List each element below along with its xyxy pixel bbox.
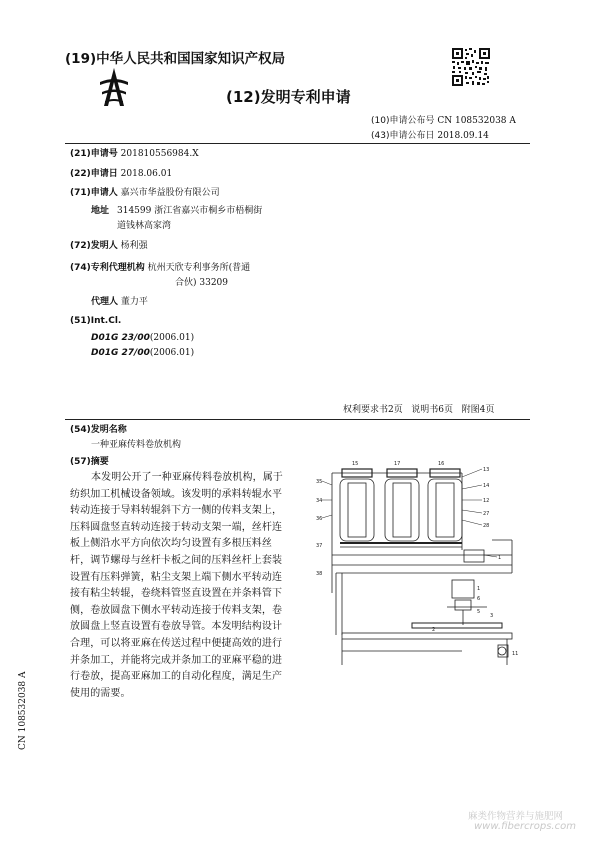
label-37: 37 [316,543,323,549]
address-line-2: 道钱林高家湾 [117,221,172,231]
side-publication-number: CN 108532038 A [18,671,28,750]
abstract-line: 板上侧沿水平方向依次均匀设置有多根压料丝 [70,538,272,550]
publication-number-label: (10)申请公布号 [371,116,435,126]
agent-value: 董力平 [120,297,148,307]
label-6: 1 [477,586,481,592]
application-number [70,148,199,160]
application-date [70,168,172,180]
office-name: (19)中华人民共和国国家知识产权局 [65,51,286,67]
applicant-value: 嘉兴市华益股份有限公司 [120,188,220,198]
header-divider [65,143,530,144]
address-label: 地址 [91,206,110,216]
qr-code[interactable] [451,47,491,87]
publication-date-label: (43)申请公布日 [371,131,435,141]
application-date-value: 2018.06.01 [120,169,173,179]
application-number-label: (21)申请号 [70,149,118,159]
applicant [70,187,220,199]
cnipa-logo [96,66,132,110]
machine-drawing [312,455,530,673]
abstract-line: 压料圆盘竖直转动连接于转动支架一端，丝杆连 [70,521,283,533]
abstract-drawing [312,455,530,673]
label-13: 13 [483,467,490,473]
label-4: 3 [490,613,494,619]
watermark-text-2: www.fibercrops.com [474,821,576,832]
label-16: 16 [438,461,445,467]
label-12: 12 [483,498,490,504]
applicant-label: (71)申请人 [70,188,118,198]
ipc-class-2-date: (2006.01) [149,348,195,358]
inventor-value: 杨利强 [120,241,148,251]
patent-agency-line-2: 合伙) 33209 [175,278,229,288]
abstract-line: 行卷放，提高亚麻加工的自动化程度，满足生产 [70,671,283,683]
abstract-line: 设置有压料弹簧，粘尘支架上端下侧水平转动连 [70,571,283,583]
address-line-1: 314599 浙江省嘉兴市桐乡市梧桐街 [117,206,263,216]
publication-number-value: CN 108532038 A [437,116,516,126]
pages-divider [65,419,530,420]
ipc-class-1 [91,332,194,344]
int-cl-label: (51)Int.Cl. [70,316,122,326]
ipc-class-2-code: D01G 27/00 [91,348,150,358]
label-35: 35 [316,479,323,485]
label-3: 5 [477,609,481,615]
abstract-line: 纺织加工机械设备领域。该发明的承料转辊水平 [70,488,283,500]
abstract-line: 接有粘尘转辊，卷绕料管竖直设置在并条料管下 [70,588,283,600]
label-17: 17 [394,461,401,467]
abstract-line: 合理，可以将亚麻在传送过程中便捷高效的进行 [70,637,283,649]
publication-date [371,130,489,142]
abstract-line: 并条加工，并能将完成并条加工的亚麻平稳的进 [70,654,283,666]
title-label: (54)发明名称 [70,425,127,435]
label-36: 36 [316,516,323,522]
agent [91,296,148,308]
abstract-line: 转动连接于导料转辊斜下方一侧的传料支架上， [70,505,283,517]
label-28: 28 [483,523,490,529]
agent-label: 代理人 [91,297,119,307]
application-number-value: 201810556984.X [120,149,199,159]
label-2: 2 [432,627,436,633]
patent-agency-label: (74)专利代理机构 [70,263,145,273]
abstract-label: (57)摘要 [70,457,109,467]
abstract-text [70,470,308,702]
ipc-class-2 [91,347,194,359]
label-38: 38 [316,571,323,577]
ipc-class-1-date: (2006.01) [149,333,195,343]
inventor [70,240,148,252]
ipc-class-1-code: D01G 23/00 [91,333,150,343]
abstract-line: 侧，卷放圆盘下侧水平转动连接于传料支架，卷 [70,604,283,616]
label-15: 15 [352,461,359,467]
roller-assemblies [340,469,462,547]
label-27: 27 [483,511,490,517]
pages-info: 权利要求书2页 说明书6页 附图4页 [343,405,495,415]
label-1: 1 [498,555,502,561]
document-type: (12)发明专利申请 [226,88,351,106]
patent-agency [70,262,250,274]
cnipa-logo-graphic [96,66,132,110]
application-date-label: (22)申请日 [70,169,118,179]
patent-agency-line-1: 杭州天欣专利事务所(普通 [147,263,251,273]
qr-code-graphic [451,47,491,87]
label-14: 14 [483,483,490,489]
abstract-line: 杆，调节螺母与丝杆卡板之间的压料丝杆上套装 [70,554,283,566]
label-34: 34 [316,498,323,504]
publication-date-value: 2018.09.14 [437,131,489,141]
publication-number [371,115,516,127]
inventor-label: (72)发明人 [70,241,118,251]
abstract-line: 本发明公开了一种亚麻传料卷放机构，属于 [91,472,283,483]
abstract-line: 放圆盘上竖直设置有卷放导管。本发明结构设计 [70,621,283,633]
watermark-text-1: 麻类作物营养与施肥网 [468,811,564,822]
label-7: 6 [477,596,481,602]
abstract-line: 使用的需要。 [70,687,131,699]
lower-assembly [342,580,512,665]
invention-title: 一种亚麻传料卷放机构 [91,440,182,450]
label-11: 11 [512,651,519,657]
